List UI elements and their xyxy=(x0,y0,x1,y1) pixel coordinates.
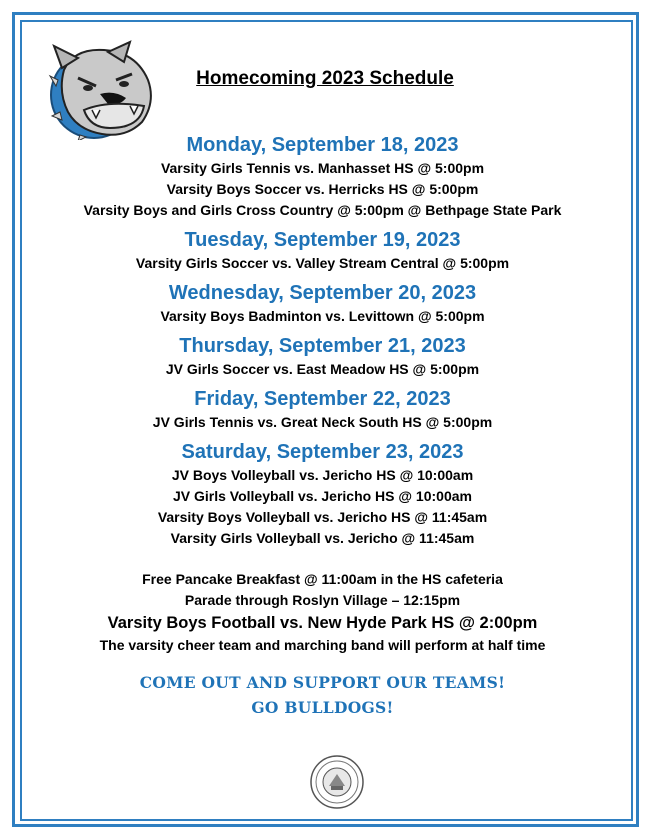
event-line: Varsity Girls Soccer vs. Valley Stream Central @ 5:00pm xyxy=(135,255,510,271)
day-block-tuesday xyxy=(24,227,621,274)
day-heading: Thursday, September 21, 2023 xyxy=(179,335,466,357)
schedule-content xyxy=(24,128,621,720)
event-line: JV Boys Volleyball vs. Jericho HS @ 10:00am xyxy=(171,467,474,483)
event-line: Varsity Boys and Girls Cross Country @ 5:00pm @ Bethpage State Park xyxy=(83,202,562,218)
day-heading: Monday, September 18, 2023 xyxy=(186,134,459,156)
day-heading: Tuesday, September 19, 2023 xyxy=(184,229,461,251)
day-block-friday xyxy=(24,386,621,433)
event-line: Varsity Boys Soccer vs. Herricks HS @ 5:00pm xyxy=(166,181,479,197)
halftime-line: The varsity cheer team and marching band will perform at half time xyxy=(99,637,546,653)
event-line: Varsity Boys Volleyball vs. Jericho HS @ 11:45am xyxy=(157,509,488,525)
cta-line-2: GO BULLDOGS! xyxy=(251,698,394,717)
day-heading: Saturday, September 23, 2023 xyxy=(181,441,464,463)
day-heading: Friday, September 22, 2023 xyxy=(194,388,451,410)
parade-line: Parade through Roslyn Village – 12:15pm xyxy=(184,592,461,608)
day-block-saturday xyxy=(24,439,621,549)
event-line: JV Girls Soccer vs. East Meadow HS @ 5:00pm xyxy=(165,361,480,377)
day-block-wednesday xyxy=(24,280,621,327)
event-line: Varsity Girls Volleyball vs. Jericho @ 11:45am xyxy=(170,530,475,546)
cta-line-1: COME OUT AND SUPPORT OUR TEAMS! xyxy=(139,673,506,692)
event-line: Varsity Boys Badminton vs. Levittown @ 5:00pm xyxy=(160,308,485,324)
page-title: Homecoming 2023 Schedule xyxy=(196,68,454,89)
day-block-monday xyxy=(24,132,621,221)
event-line: Varsity Girls Tennis vs. Manhasset HS @ 5:00pm xyxy=(160,160,485,176)
saturday-extras xyxy=(24,569,621,656)
breakfast-line: Free Pancake Breakfast @ 11:00am in the HS cafeteria xyxy=(142,571,503,587)
day-block-thursday xyxy=(24,333,621,380)
event-line: JV Girls Tennis vs. Great Neck South HS @ 5:00pm xyxy=(152,414,493,430)
bulldog-logo-icon xyxy=(44,40,162,140)
football-line: Varsity Boys Football vs. New Hyde Park HS @ 2:00pm xyxy=(107,614,538,632)
day-heading: Wednesday, September 20, 2023 xyxy=(168,282,477,304)
district-seal-icon xyxy=(309,754,365,810)
event-line: JV Girls Volleyball vs. Jericho HS @ 10:00am xyxy=(173,488,472,504)
call-to-action xyxy=(24,670,621,720)
